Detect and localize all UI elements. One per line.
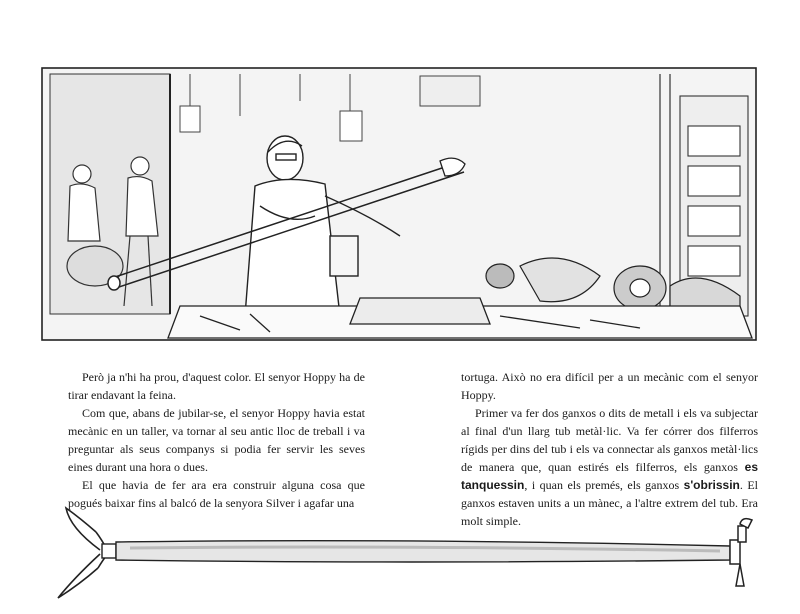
paragraph: tortuga. Això no era difícil per a un mecànic com el senyor Hoppy. [461,370,758,402]
tool-handle [730,519,752,586]
paragraph: El que havia de fer ara era construir alguna cosa que pogués baixar fins al balcó de la senyora Silver i agafar una [68,478,365,510]
grabber-tool-illustration [40,498,760,604]
emphasis-open: s'obrissin [683,478,740,492]
text-run: , i quan els premés, els ganxos [524,478,684,492]
body-text [68,368,758,528]
right-column [461,368,758,528]
text-run: . El ganxos estaven units a un mànec, a l'altre extrem del tub. Era molt simple. [461,478,758,528]
paragraph: Com que, abans de jubilar-se, el senyor Hoppy havia estat mecànic en un taller, va tornar al seu antic lloc de treball i va preguntar als seus companys si podia fer servir les seves eines durant una hora o dues. [68,406,365,474]
workshop-illustration [40,66,758,342]
claw-hooks [58,508,106,598]
claw-joint [102,544,116,558]
paragraph: Però ja n'hi ha prou, d'aquest color. El senyor Hoppy ha de tirar endavant la feina. [68,370,365,402]
text-run: Primer va fer dos ganxos o dits de metall i els va subjectar al final d'un llarg tub metàl·lic. Va fer córrer dos filferros rígids per dins del tub i els va connectar als ganxos metàl·lics de manera que, quan estirés els filferros, els ganxos [461,406,758,474]
left-column [68,368,365,508]
emphasis-close: es tanquessin [461,460,758,492]
tool-tube [116,541,730,562]
